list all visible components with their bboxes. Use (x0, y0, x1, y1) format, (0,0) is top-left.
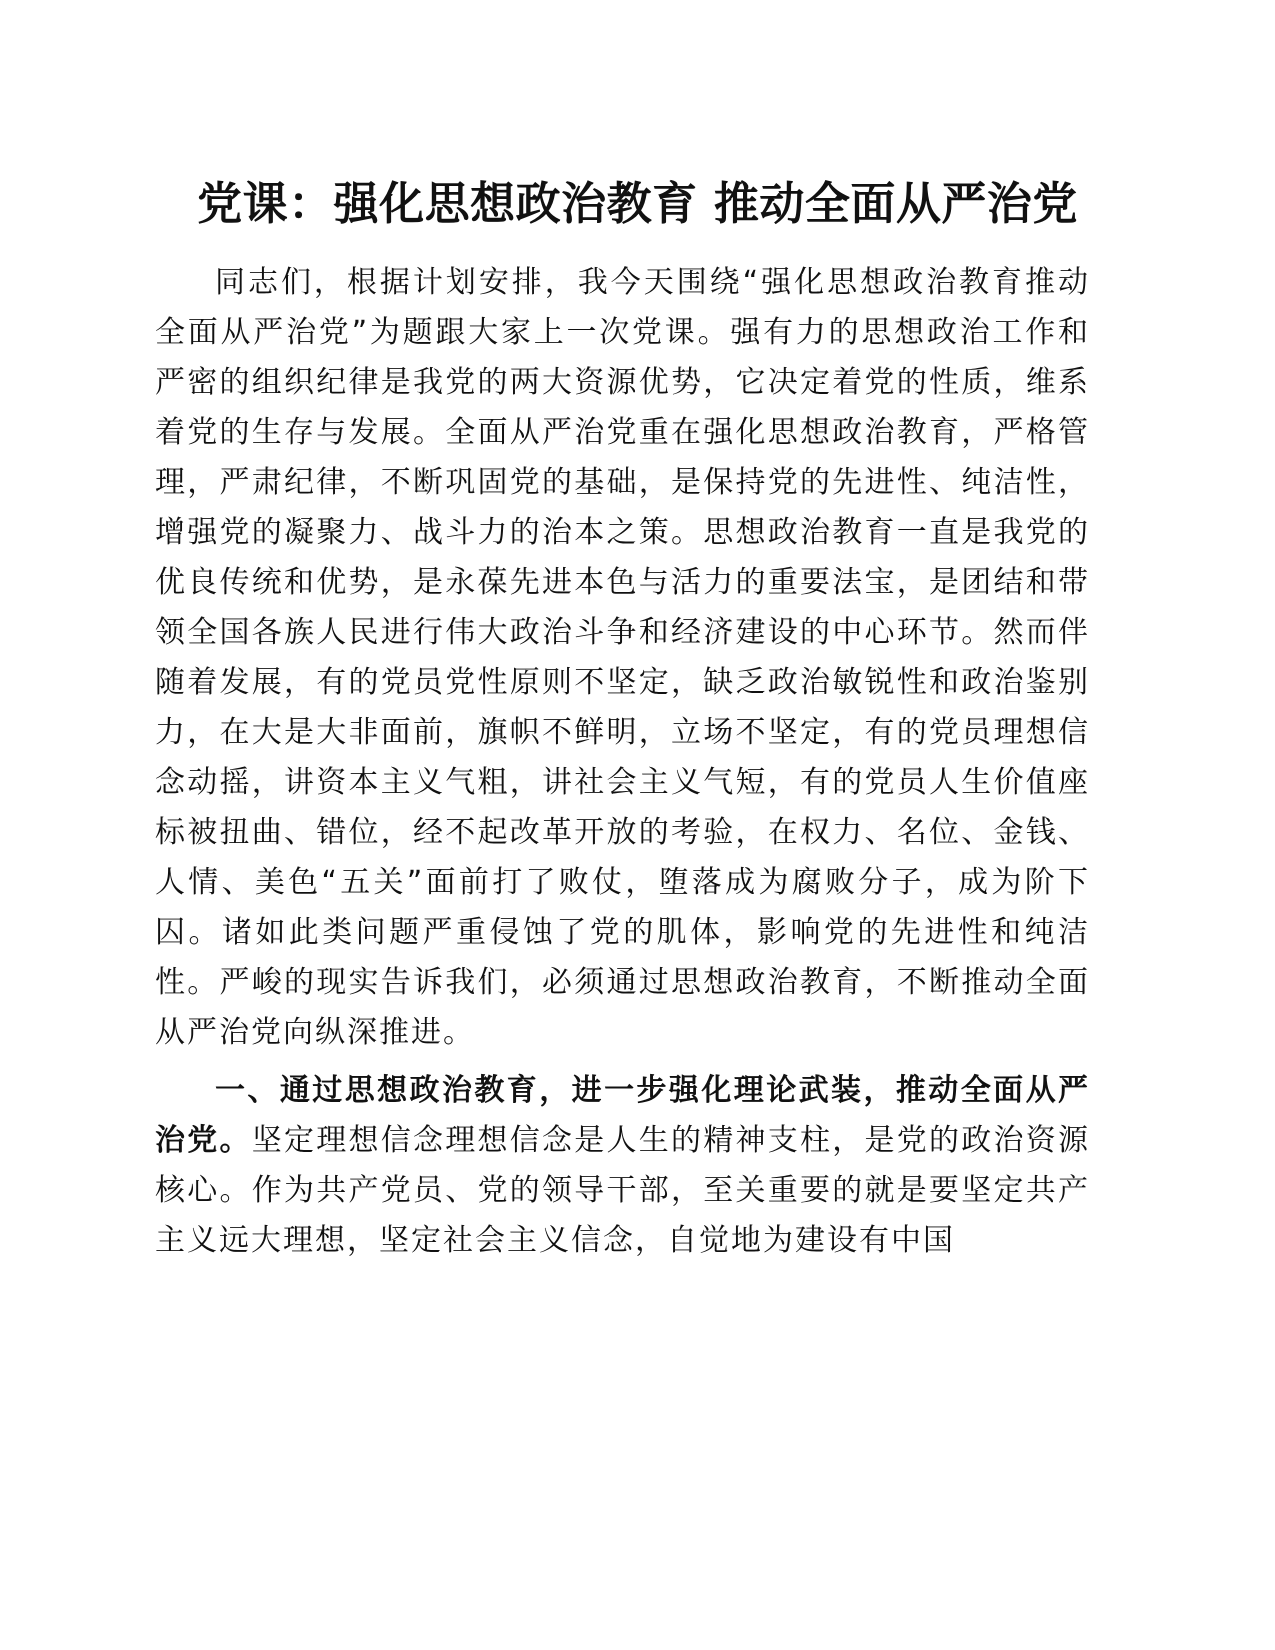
intro-paragraph: 同志们，根据计划安排，我今天围绕“强化思想政治教育推动全面从严治党”为题跟大家上一次党课。强有力的思想政治工作和严密的组织纪律是我党的两大资源优势，它决定着党的性质，维系着党的生存与发展。全面从严治党重在强化思想政治教育，严格管理，严肃纪律，不断巩固党的基础，是保持党的先进性、纯洁性，增强党的凝聚力、战斗力的治本之策。思想政治教育一直是我党的优良传统和优势，是永葆先进本色与活力的重要法宝，是团结和带领全国各族人民进行伟大政治斗争和经济建设的中心环节。然而伴随着发展，有的党员党性原则不坚定，缺乏政治敏锐性和政治鉴别力，在大是大非面前，旗帜不鲜明，立场不坚定，有的党员理想信念动摇，讲资本主义气粗，讲社会主义气短，有的党员人生价值座标被扭曲、错位，经不起改革开放的考验，在权力、名位、金钱、人情、美色“五关”面前打了败仗，堕落成为腐败分子，成为阶下囚。诸如此类问题严重侵蚀了党的肌体，影响党的先进性和纯洁性。严峻的现实告诉我们，必须通过思想政治教育，不断推动全面从严治党向纵深推进。 (155, 265, 1090, 1050)
section-1-paragraph (155, 1066, 1090, 1266)
section-1-heading: 一、通过思想政治教育，进一步强化理论武装，推动全面从严治党。 (155, 1073, 1090, 1158)
document-body (155, 258, 1090, 1266)
section-1-text: 坚定理想信念理想信念是人生的精神支柱，是党的政治资源核心。作为共产党员、党的领导干部，至关重要的就是要坚定共产主义远大理想，坚定社会主义信念，自觉地为建设有中国 (155, 1123, 1090, 1258)
document-title: 党课：强化思想政治教育 推动全面从严治党 (197, 177, 1078, 230)
